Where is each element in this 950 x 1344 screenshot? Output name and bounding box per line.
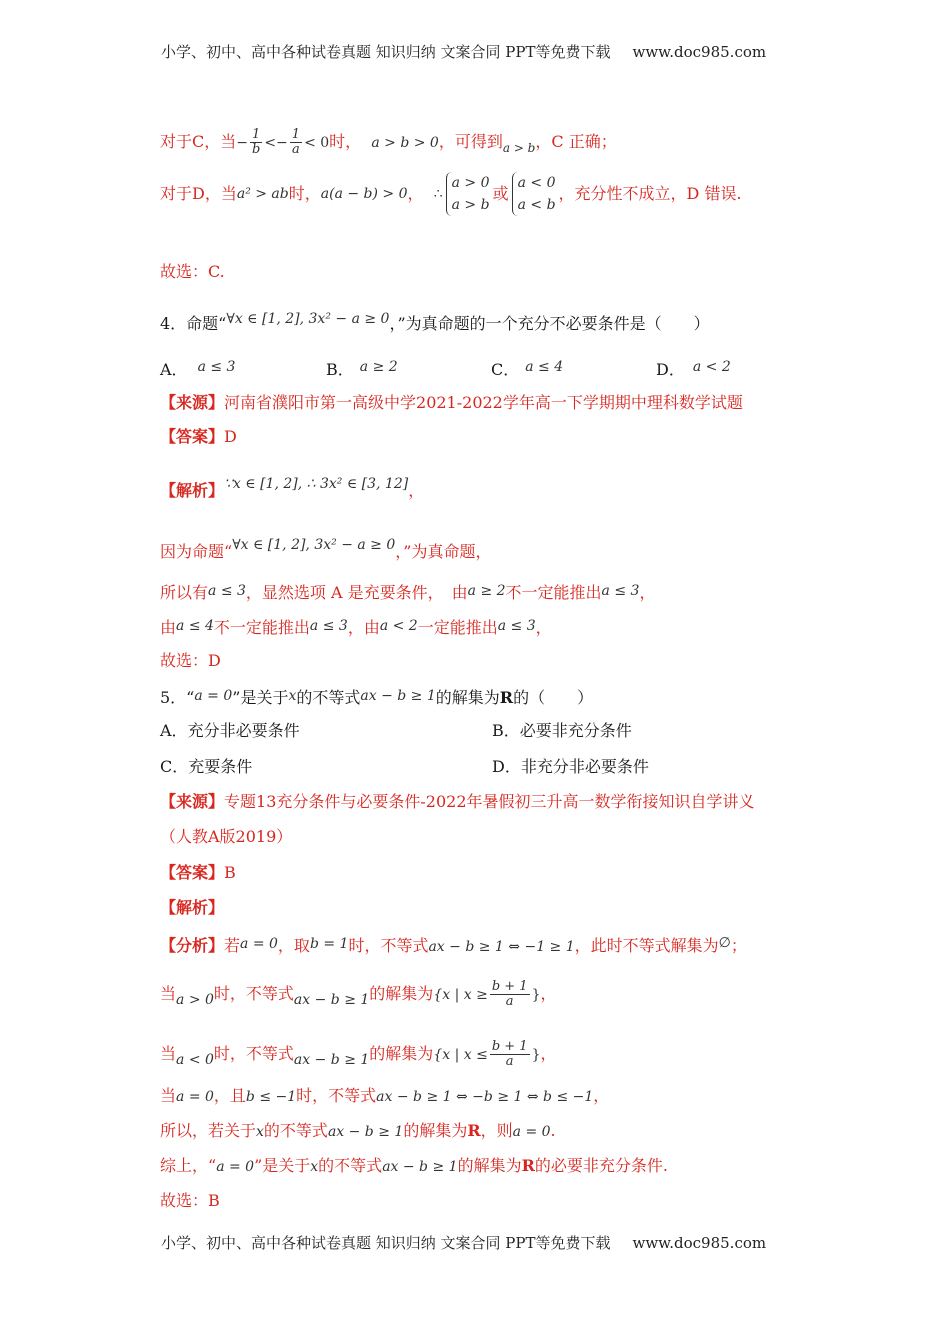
case: a < 0 [517, 175, 556, 191]
option-text: 非充分非必要条件 [520, 757, 649, 776]
source-tag: 【来源】 [160, 393, 225, 412]
math: < 0 [304, 135, 330, 151]
text: ， [593, 1086, 610, 1105]
solution-part-d [160, 172, 742, 216]
text: ， [408, 481, 425, 500]
math: a ≤ 3 [497, 618, 536, 634]
q5-option-d[interactable] [492, 756, 649, 778]
choose-c: 故选：C. [160, 262, 225, 281]
numerator: b + 1 [491, 979, 528, 994]
text: 对于C，当 [160, 132, 237, 151]
q5-analysis-tag [160, 897, 224, 919]
math: a = 0 [216, 1159, 255, 1175]
option-label: A． [160, 721, 188, 740]
math: x [288, 688, 297, 704]
q5-case-a-positive [160, 980, 557, 1013]
case: a < b [517, 197, 556, 213]
math: a > 0 [176, 992, 214, 1008]
math: ax − b ≥ 1 [293, 1052, 370, 1068]
answer-value: B [224, 863, 236, 882]
q4-answer [160, 426, 237, 448]
text: 时， [329, 132, 362, 151]
q4-option-c[interactable] [491, 356, 563, 381]
option-math: a ≥ 2 [359, 359, 398, 375]
q4-analysis-line-2 [160, 534, 491, 563]
fraction-b-plus-1-over-a [490, 980, 530, 1009]
text: 的必要非充分条件. [534, 1156, 668, 1175]
math: a < 0 [176, 1052, 214, 1068]
text: ，且 [213, 1086, 246, 1105]
q5-case-a-negative [160, 1040, 557, 1073]
text: 的解集为 [403, 1121, 468, 1140]
math: a = 0 [240, 936, 278, 952]
text: ，C 正确； [535, 132, 617, 151]
denominator: a [505, 994, 514, 1009]
text: ，充分性不成立，D 错误. [558, 184, 742, 203]
q4-option-d[interactable] [656, 356, 731, 381]
text: ， [407, 184, 424, 203]
math: } [531, 1047, 541, 1063]
option-label: A． [160, 360, 188, 379]
text: ”是关于 [254, 1156, 311, 1175]
text: 的解集为 [369, 1044, 434, 1063]
fraction-1-over-b [250, 128, 262, 157]
text: 的解集为 [369, 984, 434, 1003]
text: ，则 [480, 1121, 513, 1140]
numerator: b + 1 [491, 1039, 528, 1054]
text: 的不等式 [263, 1121, 328, 1140]
text: 时，不等式 [348, 936, 429, 955]
math: a ≤ 3 [208, 583, 246, 599]
math: b = 1 [309, 936, 349, 952]
answer-tag: 【答案】 [160, 863, 225, 882]
option-label: B． [326, 360, 354, 379]
text: ， [535, 618, 552, 637]
math: {x | x ≤ [433, 1047, 488, 1063]
answer-value: D [224, 427, 237, 446]
text: 时，不等式 [296, 1086, 377, 1105]
therefore-symbol: ∴ [433, 186, 443, 202]
page-footer [161, 1232, 766, 1253]
text: 的不等式 [318, 1156, 383, 1175]
question-4-stem [160, 308, 710, 335]
text: 的解集为 [435, 688, 500, 707]
denominator: b [251, 142, 261, 157]
fenxi-tag: 【分析】 [160, 936, 225, 955]
case: a > 0 [451, 175, 490, 191]
math: a = 0 [512, 1124, 551, 1140]
q5-option-c[interactable] [160, 756, 252, 778]
option-text: 必要非充分条件 [519, 721, 632, 740]
option-label: C． [491, 360, 520, 379]
case: a > b [451, 197, 490, 213]
solution-part-c [160, 128, 617, 159]
text: ，由 [347, 618, 380, 637]
option-label: C． [160, 757, 189, 776]
math: ∀x ∈ [1, 2], 3x² − a ≥ 0 [232, 537, 396, 553]
fraction-1-over-a [290, 128, 302, 157]
q4-option-a[interactable] [160, 356, 235, 381]
real-set-R: R [467, 1121, 481, 1140]
footer-text: 小学、初中、高中各种试卷真题 知识归纳 文案合同 PPT等免费下载 [161, 1234, 611, 1252]
text: 不一定能推出 [213, 618, 310, 637]
option-math: a ≤ 4 [525, 359, 564, 375]
text: 时，不等式 [213, 1044, 294, 1063]
text: . [550, 1121, 556, 1140]
math: x [256, 1124, 264, 1140]
text: 对于D，当 [160, 184, 237, 203]
real-set-R: R [521, 1156, 535, 1175]
fraction-b-plus-1-over-a [490, 1040, 530, 1069]
text: 或 [492, 184, 509, 203]
math: a ≥ 2 [467, 583, 506, 599]
math: a > b [502, 141, 536, 155]
text: 因为命题“ [160, 542, 233, 561]
q4-analysis-line-1 [160, 473, 424, 502]
q5-option-b[interactable] [492, 720, 632, 742]
option-text: 充分非必要条件 [187, 721, 300, 740]
math: x [310, 1159, 319, 1175]
text: 综上，“ [160, 1156, 217, 1175]
math: } [531, 987, 541, 1003]
math: ax − b ≥ 1 ⇔ −b ≥ 1 ⇔ b ≤ −1 [376, 1089, 594, 1105]
math: ax − b ≥ 1 [360, 688, 436, 704]
question-5-stem [160, 685, 593, 709]
q5-option-a[interactable] [160, 720, 300, 742]
q4-option-b[interactable] [326, 356, 398, 381]
real-set-R: R [499, 688, 514, 707]
q4-analysis-line-4 [160, 615, 552, 639]
text: ，”为真命题， [395, 542, 492, 561]
source-text: 专题13充分条件与必要条件-2022年暑假初三升高一数学衔接知识自学讲义 [224, 792, 755, 811]
text: 时，不等式 [213, 984, 294, 1003]
header-text: 小学、初中、高中各种试卷真题 知识归纳 文案合同 PPT等免费下载 [161, 43, 611, 61]
math: ∀x ∈ [1, 2], 3x² − a ≥ 0 [226, 311, 390, 327]
math: a > b > 0 [371, 135, 439, 151]
option-label: B． [492, 721, 520, 740]
text: 当 [160, 1086, 177, 1105]
text: 当 [160, 1044, 177, 1063]
option-label: D． [656, 360, 685, 379]
text: 的不等式 [296, 688, 361, 707]
page-header [161, 41, 766, 62]
math: ax − b ≥ 1 [382, 1159, 458, 1175]
text: ，可得到 [438, 132, 503, 151]
option-math: a < 2 [692, 359, 731, 375]
minus: − [236, 135, 248, 151]
math: ∵x ∈ [1, 2], ∴ 3x² ∈ [3, 12] [224, 476, 409, 492]
option-math: a ≤ 3 [197, 359, 236, 375]
q5-analysis-fx [160, 932, 747, 958]
text: ，”为真命题的一个充分不必要条件是（ ） [389, 314, 710, 333]
option-text: 充要条件 [188, 757, 253, 776]
math: a = 0 [176, 1089, 214, 1105]
text: ， [540, 984, 557, 1003]
analysis-tag: 【解析】 [160, 481, 225, 500]
text: 4．命题“ [160, 314, 227, 333]
text: 所以，若关于 [160, 1121, 257, 1140]
text: 当 [160, 984, 177, 1003]
math: ax − b ≥ 1 [293, 992, 370, 1008]
math: a = 0 [194, 688, 233, 704]
math: <− [264, 135, 288, 151]
math: b ≤ −1 [245, 1089, 297, 1105]
text: ， [540, 1044, 557, 1063]
math: ax − b ≥ 1 ⇔ −1 ≥ 1 [428, 939, 575, 955]
answer-tag: 【答案】 [160, 427, 225, 446]
text: 一定能推出 [417, 618, 498, 637]
math: a ≤ 3 [601, 583, 640, 599]
numerator: 1 [291, 127, 301, 142]
case-system-2 [512, 172, 556, 216]
q5-choose: 故选：B [160, 1191, 220, 1210]
math: a ≤ 4 [176, 618, 214, 634]
text: 5．“ [160, 688, 195, 707]
text: ，取 [277, 936, 310, 955]
text: ，此时不等式解集为 [574, 936, 719, 955]
text: 的解集为 [457, 1156, 522, 1175]
text: 所以有 [160, 583, 209, 602]
text: ”是关于 [232, 688, 289, 707]
option-label: D． [492, 757, 521, 776]
numerator: 1 [250, 128, 262, 143]
text: 由 [160, 618, 177, 637]
text: ，显然选项 A 是充要条件， 由 [245, 583, 468, 602]
text: ， [639, 583, 656, 602]
analysis-tag: 【解析】 [160, 898, 225, 917]
math: a ≤ 3 [309, 618, 348, 634]
text: 的（ ） [513, 688, 594, 707]
text: ； [730, 936, 747, 955]
math: a < 2 [379, 618, 418, 634]
q5-conclusion-2 [160, 1155, 668, 1178]
q4-choose: 故选：D [160, 651, 221, 670]
math: {x | x ≥ [433, 987, 488, 1003]
q5-case-a-zero [160, 1085, 609, 1108]
denominator: a [292, 142, 300, 157]
math: a² > ab [236, 186, 289, 202]
empty-set-symbol: ∅ [718, 935, 731, 951]
math: ax − b ≥ 1 [327, 1124, 404, 1140]
q4-source [160, 392, 743, 414]
footer-url[interactable]: www.doc985.com [632, 1234, 767, 1252]
text: 时， [288, 184, 321, 203]
q5-source [160, 791, 755, 813]
source-tag: 【来源】 [160, 792, 225, 811]
text: 不一定能推出 [505, 583, 602, 602]
denominator: a [505, 1054, 514, 1069]
q4-analysis-line-3 [160, 580, 655, 604]
text: 若 [224, 936, 241, 955]
case-system-1 [446, 172, 490, 216]
q5-source-line-2: （人教A版2019） [160, 827, 293, 846]
source-text: 河南省濮阳市第一高级中学2021-2022学年高一下学期期中理科数学试题 [224, 393, 743, 412]
header-url[interactable]: www.doc985.com [632, 43, 767, 61]
math: a(a − b) > 0 [320, 186, 408, 202]
q5-answer [160, 862, 236, 884]
q5-conclusion-1 [160, 1120, 556, 1143]
